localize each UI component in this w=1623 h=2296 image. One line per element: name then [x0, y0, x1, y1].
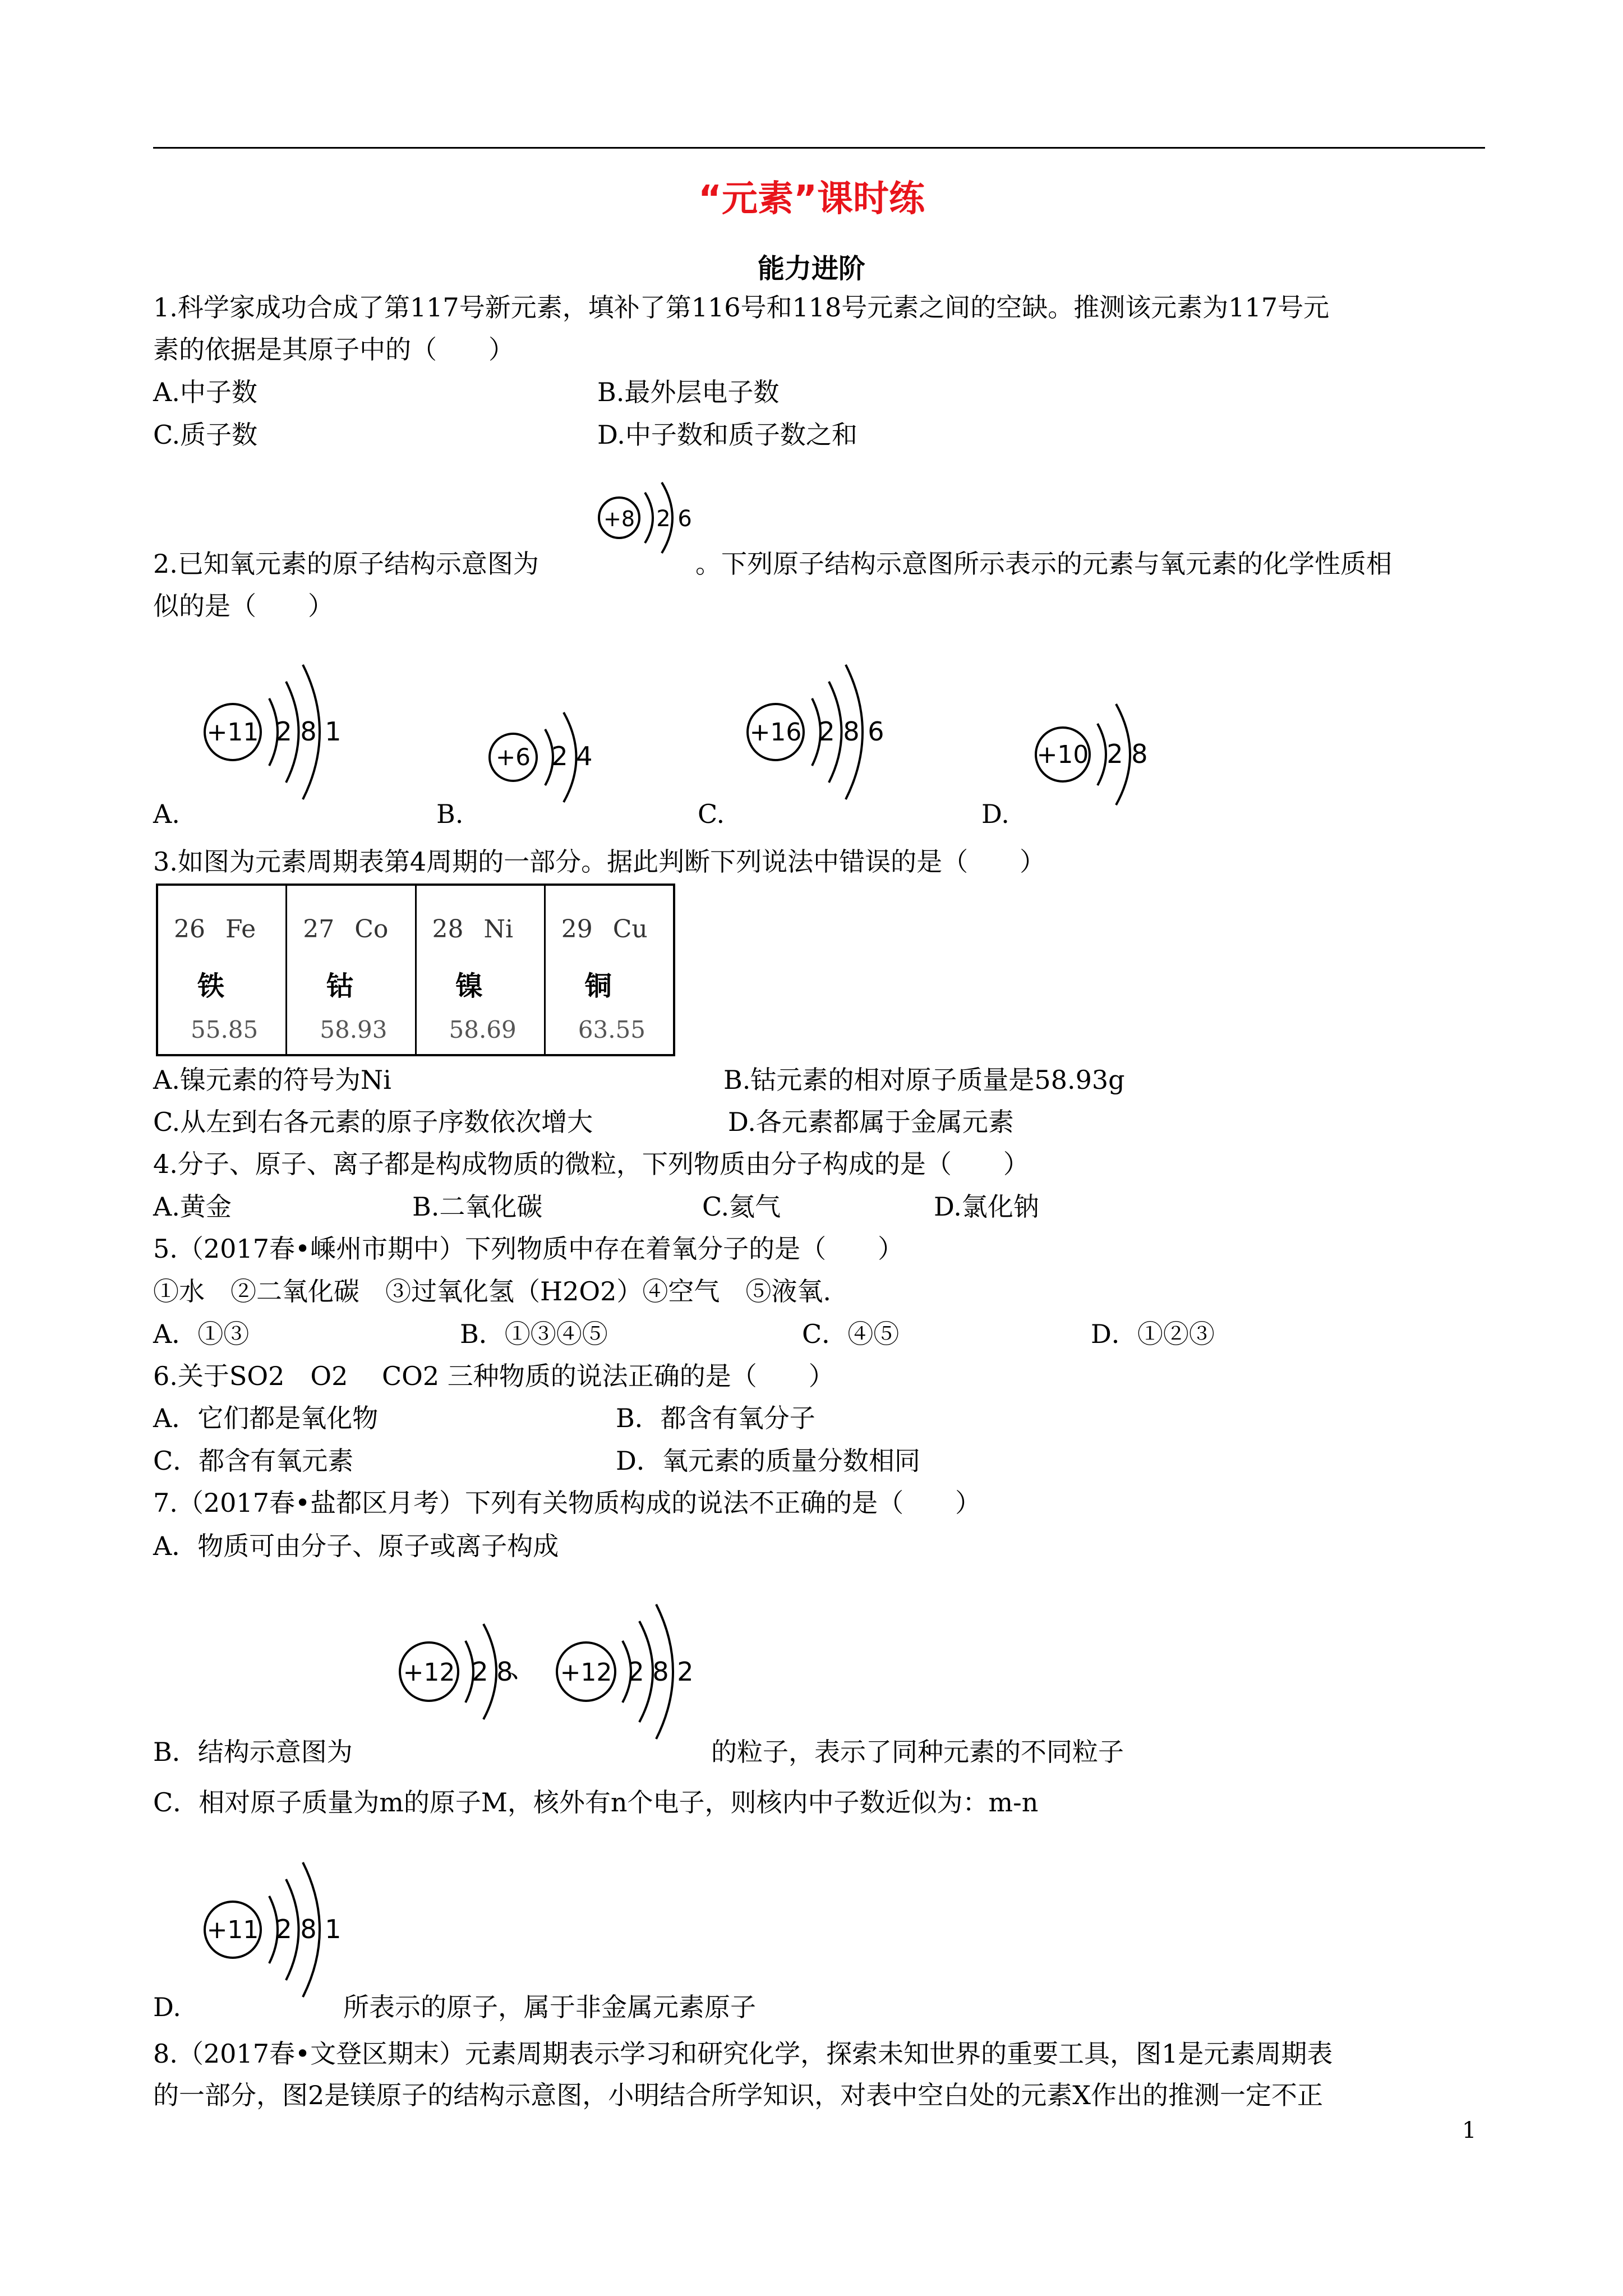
q2-option-c: C. — [698, 799, 725, 829]
q1-option-a: A.中子数 — [153, 377, 257, 407]
q4-option-c: C.氦气 — [702, 1191, 781, 1222]
q4-option-d: D.氯化钠 — [934, 1191, 1039, 1222]
q5-option-b: B．①③④⑤ — [460, 1319, 608, 1349]
element-name: 镍 — [455, 970, 483, 1002]
q1-option-c: C.质子数 — [153, 420, 258, 450]
q4-stem: 4.分子、原子、离子都是构成物质的微粒，下列物质由分子构成的是（ ） — [153, 1149, 1029, 1179]
svg-text:+11: +11 — [206, 1916, 259, 1944]
q7-option-d-text: 所表示的原子，属于非金属元素原子 — [343, 1992, 756, 2022]
element-name: 钴 — [326, 970, 354, 1002]
svg-text:+10: +10 — [1036, 740, 1089, 769]
atomic-mass: 63.55 — [578, 1016, 645, 1043]
element-symbol: Co — [354, 915, 389, 944]
q3-option-c: C.从左到右各元素的原子序数依次增大 — [153, 1107, 593, 1137]
q5-items: ①水 ②二氧化碳 ③过氧化氢（H2O2）④空气 ⑤液氧. — [153, 1276, 831, 1306]
oxygen-atom-diagram — [594, 460, 701, 572]
svg-text:+12: +12 — [560, 1658, 612, 1687]
q3-stem: 3.如图为元素周期表第4周期的一部分。据此判断下列说法中错误的是（ ） — [153, 846, 1046, 877]
q4-option-a: A.黄金 — [153, 1191, 232, 1222]
q2-option-b: B. — [436, 799, 464, 829]
svg-text:+8: +8 — [603, 507, 635, 531]
q5-option-a: A．①③ — [153, 1319, 250, 1349]
q7-option-b-end: 的粒子，表示了同种元素的不同粒子 — [711, 1737, 1124, 1767]
svg-text:+6: +6 — [496, 743, 531, 771]
q1-stem-line1: 1.科学家成功合成了第117号新元素，填补了第116号和118号元素之间的空缺。推测该元素为117号元 — [153, 292, 1330, 323]
svg-text:2 8 1: 2 8 1 — [275, 1914, 342, 1944]
element-name: 铁 — [197, 970, 225, 1002]
q3-option-d: D.各元素都属于金属元素 — [728, 1107, 1014, 1137]
q6-option-b: B．都含有氧分子 — [616, 1403, 815, 1433]
atomic-number: 26 — [174, 915, 205, 944]
q2-option-a: A. — [153, 799, 180, 829]
q3-option-a: A.镍元素的符号为Ni — [153, 1065, 391, 1095]
element-cell-cu — [546, 886, 673, 1054]
q2-stem-line1b: 。下列原子结构示意图所示表示的元素与氧元素的化学性质相 — [695, 549, 1392, 579]
q7-stem: 7.（2017春•盐都区月考）下列有关物质构成的说法不正确的是（ ） — [153, 1488, 981, 1518]
q6-option-a: A．它们都是氧化物 — [153, 1403, 379, 1433]
element-cell-ni — [417, 886, 546, 1054]
element-cell-fe — [158, 886, 287, 1054]
q8-stem-line2: 的一部分，图2是镁原子的结构示意图，小明结合所学知识，对表中空白处的元素X作出的推测一定不正 — [153, 2080, 1324, 2110]
atomic-mass: 55.85 — [191, 1016, 259, 1043]
q7-option-c: C．相对原子质量为m的原子M，核外有n个电子，则核内中子数近似为：m-n — [153, 1787, 1039, 1818]
atom-diagram-d — [1029, 673, 1164, 819]
q2-stem-line2: 似的是（ ） — [153, 591, 334, 621]
svg-text:、: 、 — [510, 1653, 536, 1683]
svg-text:2 8 6: 2 8 6 — [818, 716, 884, 747]
element-name: 铜 — [584, 970, 612, 1002]
svg-text:+12: +12 — [403, 1658, 455, 1687]
svg-text:2 8 2: 2 8 2 — [628, 1657, 694, 1687]
q5-option-d: D．①②③ — [1091, 1319, 1215, 1349]
q7-atom-diagram-d — [196, 1834, 365, 2019]
page-number: 1 — [1462, 2118, 1477, 2143]
q1-stem-line2: 素的依据是其原子中的（ ） — [153, 334, 514, 365]
atom-diagram-c — [739, 634, 907, 819]
q2-option-d: D. — [981, 799, 1009, 829]
q1-option-b: B.最外层电子数 — [597, 377, 780, 407]
atom-diagram-b — [482, 679, 606, 813]
atomic-mass: 58.69 — [449, 1016, 517, 1043]
svg-text:2 6: 2 6 — [656, 506, 692, 532]
q8-stem-line1: 8.（2017春•文登区期末）元素周期表示学习和研究化学，探索未知世界的重要工具，图1是元素周期表 — [153, 2039, 1333, 2069]
mg-structure-diagrams — [393, 1593, 729, 1761]
atomic-mass: 58.93 — [320, 1016, 388, 1043]
q5-option-c: C．④⑤ — [802, 1319, 900, 1349]
q7-option-b-start: B．结构示意图为 — [153, 1737, 353, 1767]
atomic-number: 27 — [303, 915, 335, 944]
element-symbol: Ni — [483, 915, 514, 944]
header-rule — [153, 147, 1485, 149]
q6-option-d: D．氧元素的质量分数相同 — [616, 1446, 920, 1476]
q7-option-d-label: D. — [153, 1992, 181, 2022]
svg-text:2 8: 2 8 — [1106, 739, 1148, 769]
section-title: 能力进阶 — [757, 253, 865, 284]
q2-stem-line1a: 2.已知氧元素的原子结构示意图为 — [153, 549, 539, 579]
element-cell-co — [287, 886, 416, 1054]
element-symbol: Cu — [612, 915, 648, 944]
periodic-table-excerpt — [156, 884, 675, 1056]
q6-option-c: C．都含有氧元素 — [153, 1446, 354, 1476]
q3-option-b: B.钴元素的相对原子质量是58.93g — [723, 1065, 1125, 1095]
q4-option-b: B.二氧化碳 — [412, 1191, 543, 1222]
svg-text:+11: +11 — [206, 718, 259, 747]
page-title: “元素”课时练 — [698, 178, 925, 220]
q7-option-a: A．物质可由分子、原子或离子构成 — [153, 1531, 559, 1561]
atom-diagram-a — [196, 634, 365, 819]
svg-text:2 8 1: 2 8 1 — [275, 716, 342, 747]
svg-text:2 8: 2 8 — [472, 1657, 513, 1687]
q1-option-d: D.中子数和质子数之和 — [597, 420, 857, 450]
atomic-number: 29 — [561, 915, 593, 944]
q5-stem: 5.（2017春•嵊州市期中）下列物质中存在着氧分子的是（ ） — [153, 1234, 904, 1264]
svg-text:+16: +16 — [749, 718, 802, 747]
element-symbol: Fe — [225, 915, 256, 944]
q6-stem: 6.关于SO2 O2 CO2 三种物质的说法正确的是（ ） — [153, 1361, 834, 1391]
svg-text:2 4: 2 4 — [551, 741, 593, 771]
atomic-number: 28 — [432, 915, 464, 944]
